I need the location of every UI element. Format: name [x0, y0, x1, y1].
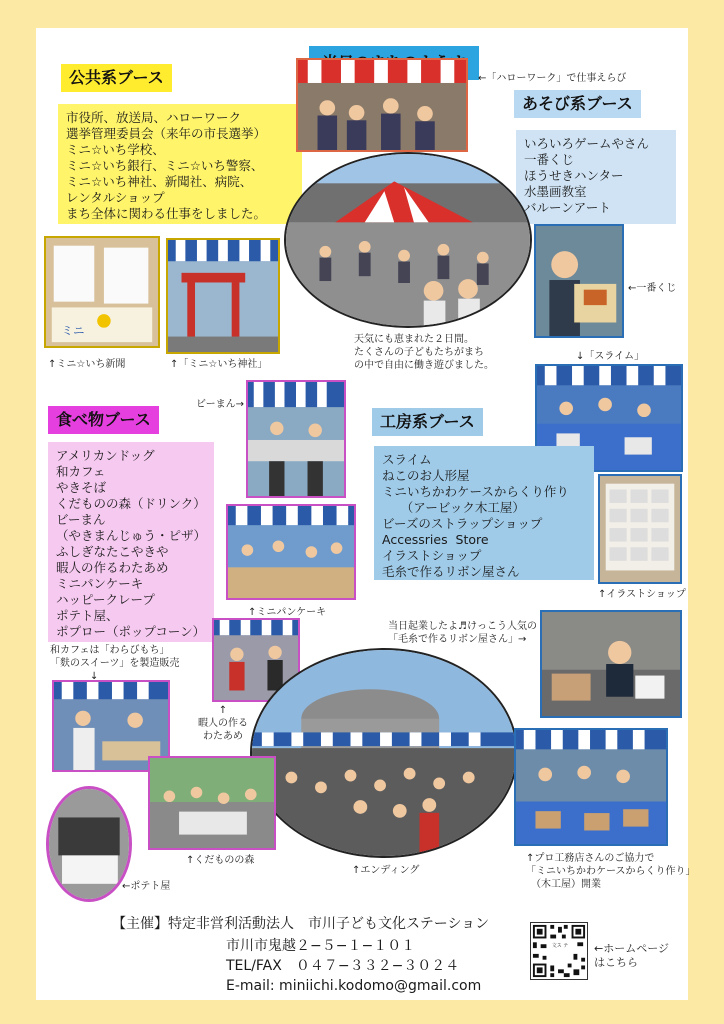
photo-kuji [534, 224, 624, 338]
footer-organizer: 【主催】特定非営利活動法人 市川子ども文化ステーション [112, 916, 490, 932]
footer-email[interactable]: E-mail: miniichi.kodomo@gmail.com [226, 978, 482, 994]
caption-jinja: ↑「ミニ☆いち神社」 [170, 359, 268, 370]
caption-illust: ↑イラストショップ [598, 589, 686, 600]
caption-slime: ↓「スライム」 [576, 351, 645, 362]
caption-weather: 天気にも恵まれた２日間。 たくさんの子どもたちがまち の中で自由に働き遊びました。 [354, 334, 494, 371]
craft-booth-list: スライム ねこのお人形屋 ミニいちかわケースからくり作り （アービック木工屋） ビーズのストラップショップ Accessries Store イラストショップ 毛糸で作るリボン屋さん [374, 446, 594, 580]
caption-kuji: ←一番くじ [628, 283, 677, 294]
play-booth-heading: あそび系ブース [514, 90, 641, 118]
qr-code[interactable] [530, 922, 588, 980]
photo-karakuri [514, 728, 668, 846]
food-booth-heading: 食べ物ブース [48, 406, 159, 434]
caption-kudamono: ↑くだものの森 [186, 855, 255, 866]
photo-hellowork [296, 58, 468, 152]
caption-pancake: ↑ミニパンケーキ [248, 607, 327, 618]
qr-center-label: 文ス テ [551, 943, 569, 949]
play-booth-list: いろいろゲームやさん 一番くじ ほうせきハンター 水墨画教室 バルーンアート [516, 130, 676, 224]
photo-jinja [166, 238, 280, 354]
svg-text:ミニ: ミニ [61, 323, 85, 338]
public-booth-heading: 公共系ブース [61, 64, 172, 92]
photo-biman [246, 380, 346, 498]
photo-ending [250, 648, 518, 858]
public-booth-list: 市役所、放送局、ハローワーク 選挙管理委員会（来年の市長選挙） ミニ☆いち学校、 ミニ☆いち銀行、ミニ☆いち警察、 ミニ☆いち神社、新聞社、病院、 レンタルショップ まち全体に関わる仕事をしました。 [58, 104, 302, 224]
caption-biman: ビーまん→ [196, 399, 244, 410]
photo-ribbon [540, 610, 682, 718]
footer-address: 市川市鬼越２−５−１−１０１ [226, 938, 416, 954]
caption-wataame: ↑ 暇人の作る わたあめ [198, 705, 248, 742]
caption-wacafe: 和カフェは「わらびもち」 「麩のスイーツ」を製造販売 ↓ [50, 645, 180, 682]
qr-caption: ←ホームページ はこちら [594, 942, 669, 969]
photo-illust [598, 474, 682, 584]
caption-ribbon: 当日起業したよ♬けっこう人気の 「毛糸で作るリボン屋さん」→ [388, 621, 537, 645]
flyer-sheet [36, 28, 696, 1000]
caption-shinbun: ↑ミニ☆いち新聞 [48, 359, 126, 370]
craft-booth-heading: 工房系ブース [372, 408, 483, 436]
caption-ending: ↑エンディング [352, 865, 420, 876]
photo-main-street [284, 152, 532, 328]
photo-shinbun [44, 236, 160, 348]
footer-tel: TEL/FAX ０４７−３３２−３０２４ [226, 958, 460, 974]
photo-pancake [226, 504, 356, 600]
photo-kudamono [148, 756, 276, 850]
caption-hellowork: ←「ハローワーク」で仕事えらび [478, 73, 627, 84]
caption-potato: ←ポテト屋 [122, 881, 171, 892]
food-booth-list: アメリカンドッグ 和カフェ やきそば くだものの森（ドリンク） ビーまん （やきまんじゅう・ピザ） ふしぎなたこやきや 暇人の作るわたあめ ミニパンケーキ ハッピークレープ ポテト屋、 ポプロー（ポップコーン） [48, 442, 214, 642]
caption-karakuri: ↑プロ工務店さんのご協力で 「ミニいちかわケースからくり作り」 （木工屋）開業 [526, 853, 696, 890]
photo-potato [46, 786, 132, 902]
